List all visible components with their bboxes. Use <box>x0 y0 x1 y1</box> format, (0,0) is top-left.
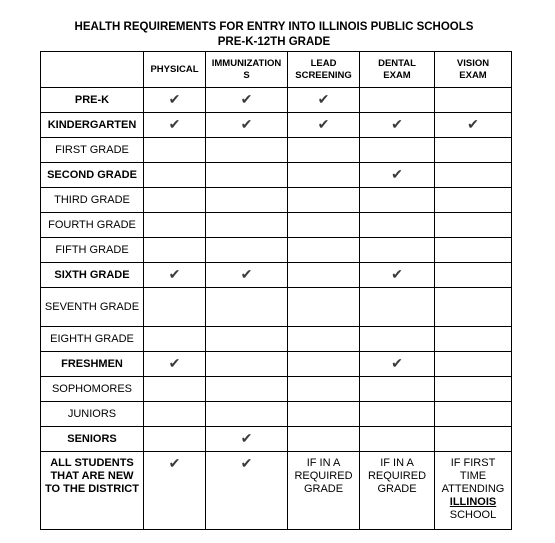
grade-cell: FRESHMEN <box>41 352 144 377</box>
immunizations-cell <box>206 138 288 163</box>
check-mark-icon: ✔ <box>168 115 181 132</box>
dental-cell <box>360 188 435 213</box>
check-mark-icon: ✔ <box>467 115 479 132</box>
lead-cell <box>288 288 360 327</box>
dental-cell <box>360 352 435 377</box>
header-cell-physical: PHYSICAL <box>144 52 206 88</box>
check-mark-icon: ✔ <box>240 429 253 446</box>
lead-cell <box>288 377 360 402</box>
lead-cell <box>288 163 360 188</box>
physical-cell <box>144 263 206 288</box>
vision-cell <box>435 327 512 352</box>
vision-cell <box>435 427 512 452</box>
immunizations-cell <box>206 188 288 213</box>
physical-cell <box>144 402 206 427</box>
immunizations-cell <box>206 213 288 238</box>
grade-cell: FOURTH GRADE <box>41 213 144 238</box>
physical-cell <box>144 452 206 530</box>
dental-cell <box>360 88 435 113</box>
table-row <box>41 163 512 188</box>
vision-cell <box>435 163 512 188</box>
dental-cell <box>360 138 435 163</box>
vision-cell <box>435 88 512 113</box>
physical-cell <box>144 138 206 163</box>
immunizations-cell <box>206 452 288 530</box>
check-mark-icon: ✔ <box>391 265 403 282</box>
immunizations-cell <box>206 377 288 402</box>
check-mark-icon: ✔ <box>391 115 403 132</box>
vision-cell <box>435 138 512 163</box>
vision-cell <box>435 352 512 377</box>
lead-cell <box>288 138 360 163</box>
dental-cell <box>360 163 435 188</box>
table-row <box>41 327 512 352</box>
immunizations-cell <box>206 238 288 263</box>
physical-cell <box>144 377 206 402</box>
check-mark-icon: ✔ <box>391 354 403 371</box>
physical-cell <box>144 88 206 113</box>
lead-cell <box>288 188 360 213</box>
header-cell-lead-screening: LEAD SCREENING <box>288 52 360 88</box>
physical-cell <box>144 213 206 238</box>
table-row <box>41 138 512 163</box>
grade-cell: ALL STUDENTS THAT ARE NEW TO THE DISTRICT <box>41 452 144 530</box>
grade-cell: SIXTH GRADE <box>41 263 144 288</box>
table-row <box>41 113 512 138</box>
grade-cell: SEVENTH GRADE <box>41 288 144 327</box>
check-mark-icon: ✔ <box>240 115 253 132</box>
immunizations-cell <box>206 288 288 327</box>
immunizations-cell <box>206 88 288 113</box>
vision-cell <box>435 238 512 263</box>
dental-cell <box>360 238 435 263</box>
physical-cell <box>144 427 206 452</box>
grade-cell: FIFTH GRADE <box>41 238 144 263</box>
grade-cell: THIRD GRADE <box>41 188 144 213</box>
table-row <box>41 402 512 427</box>
header-cell-dental-exam: DENTAL EXAM <box>360 52 435 88</box>
check-mark-icon: ✔ <box>317 115 330 132</box>
lead-cell <box>288 88 360 113</box>
check-mark-icon: ✔ <box>317 90 330 107</box>
grade-cell: SOPHOMORES <box>41 377 144 402</box>
physical-cell <box>144 163 206 188</box>
table-row <box>41 238 512 263</box>
lead-cell <box>288 352 360 377</box>
dental-cell <box>360 327 435 352</box>
lead-cell <box>288 263 360 288</box>
lead-cell: IF IN A REQUIRED GRADE <box>288 452 360 530</box>
dental-cell <box>360 213 435 238</box>
table-row <box>41 188 512 213</box>
check-mark-icon: ✔ <box>168 265 181 282</box>
check-mark-icon: ✔ <box>240 90 253 107</box>
immunizations-cell <box>206 402 288 427</box>
immunizations-cell <box>206 427 288 452</box>
header-cell-vision-exam: VISION EXAM <box>435 52 512 88</box>
grade-cell: EIGHTH GRADE <box>41 327 144 352</box>
lead-cell <box>288 213 360 238</box>
dental-cell <box>360 402 435 427</box>
lead-cell <box>288 427 360 452</box>
check-mark-icon: ✔ <box>240 455 253 471</box>
table-row <box>41 288 512 327</box>
lead-cell <box>288 327 360 352</box>
lead-cell <box>288 113 360 138</box>
dental-cell <box>360 263 435 288</box>
header-cell-grade <box>41 52 144 88</box>
grade-cell: JUNIORS <box>41 402 144 427</box>
vision-note-text-end: SCHOOL <box>449 509 497 521</box>
vision-cell <box>435 452 512 530</box>
physical-cell <box>144 352 206 377</box>
physical-cell <box>144 113 206 138</box>
lead-cell <box>288 238 360 263</box>
grade-cell: SECOND GRADE <box>41 163 144 188</box>
grade-cell: FIRST GRADE <box>41 138 144 163</box>
check-mark-icon: ✔ <box>168 455 181 471</box>
vision-cell <box>435 188 512 213</box>
dental-cell <box>360 288 435 327</box>
immunizations-cell <box>206 113 288 138</box>
table-row <box>41 263 512 288</box>
vision-cell <box>435 288 512 327</box>
table-row-new-students <box>41 452 512 530</box>
document-title <box>0 20 548 50</box>
immunizations-cell <box>206 327 288 352</box>
physical-cell <box>144 288 206 327</box>
physical-cell <box>144 188 206 213</box>
header-row <box>41 52 512 88</box>
dental-cell <box>360 113 435 138</box>
immunizations-cell <box>206 263 288 288</box>
header-cell-immunizations: IMMUNIZATION S <box>206 52 288 88</box>
table-row <box>41 213 512 238</box>
vision-cell <box>435 113 512 138</box>
vision-note-emphasis: ILLINOIS <box>449 496 497 508</box>
immunizations-cell <box>206 163 288 188</box>
table-row <box>41 88 512 113</box>
immunizations-cell <box>206 352 288 377</box>
dental-cell <box>360 377 435 402</box>
table-body <box>41 88 512 530</box>
check-mark-icon: ✔ <box>391 165 403 182</box>
vision-note-text: IF FIRST TIME ATTENDING <box>441 457 505 495</box>
check-mark-icon: ✔ <box>168 354 181 371</box>
physical-cell <box>144 327 206 352</box>
physical-cell <box>144 238 206 263</box>
vision-cell <box>435 263 512 288</box>
vision-cell <box>435 213 512 238</box>
dental-cell: IF IN A REQUIRED GRADE <box>360 452 435 530</box>
table-row <box>41 377 512 402</box>
vision-cell <box>435 402 512 427</box>
check-mark-icon: ✔ <box>240 265 253 282</box>
vision-cell <box>435 377 512 402</box>
dental-cell <box>360 427 435 452</box>
requirements-table <box>40 51 512 530</box>
table-row <box>41 352 512 377</box>
table-row <box>41 427 512 452</box>
check-mark-icon: ✔ <box>168 90 181 107</box>
title-line-2: PRE-K-12TH GRADE <box>217 36 331 48</box>
grade-cell: PRE-K <box>41 88 144 113</box>
title-line-1: HEALTH REQUIREMENTS FOR ENTRY INTO ILLINOIS PUBLIC SCHOOLS <box>74 21 474 33</box>
lead-cell <box>288 402 360 427</box>
grade-cell: KINDERGARTEN <box>41 113 144 138</box>
grade-cell: SENIORS <box>41 427 144 452</box>
